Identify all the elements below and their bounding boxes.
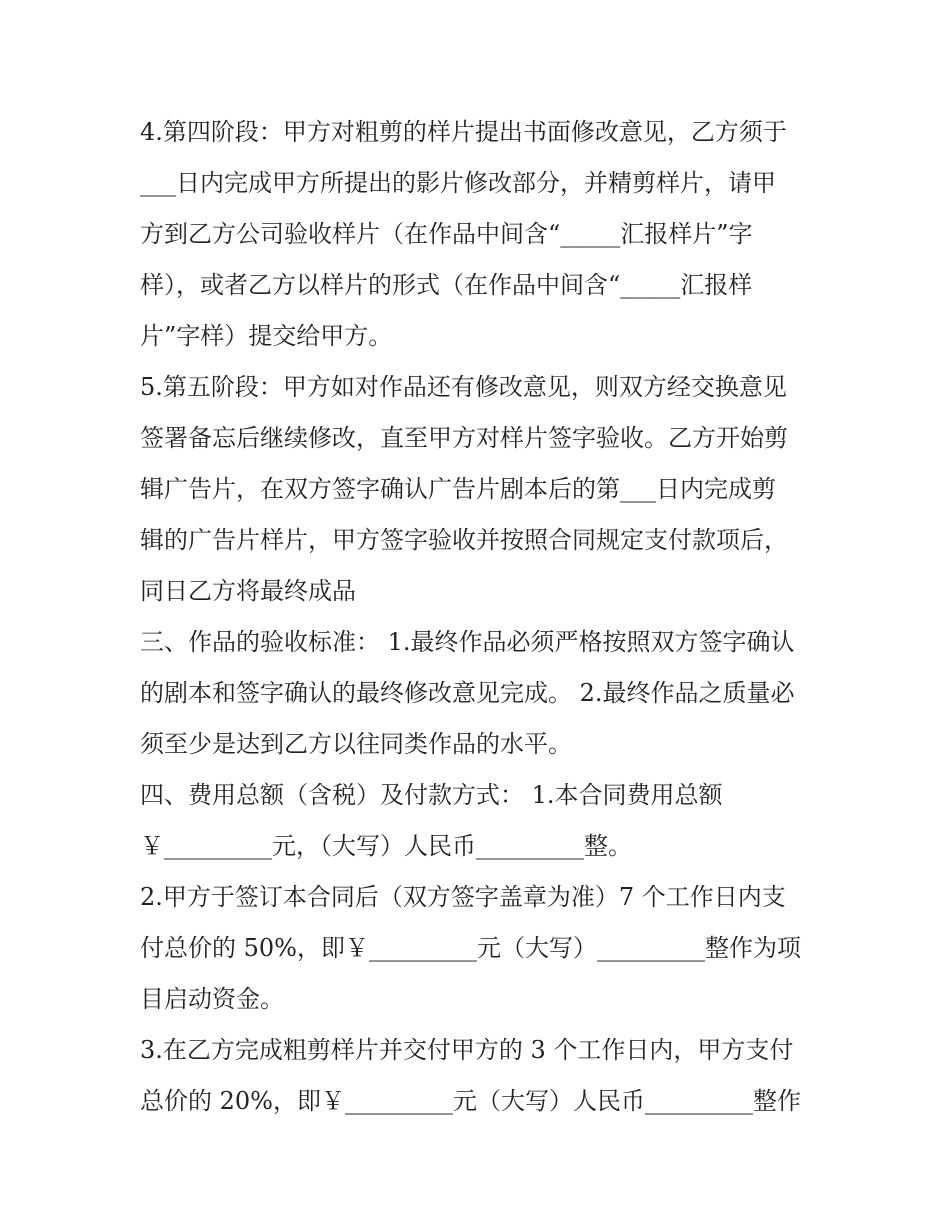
text-line: 四、费用总额（含税）及付款方式： 1.本合同费用总额 — [140, 781, 723, 809]
text-line: 4.第四阶段：甲方对粗剪的样片提出书面修改意见，乙方须于 — [140, 118, 787, 146]
contract-text — [140, 107, 830, 1127]
text-line: 5.第五阶段：甲方如对作品还有修改意见，则双方经交换意见 — [140, 373, 787, 401]
text-line: 目启动资金。 — [140, 985, 284, 1013]
text-line: 须至少是达到乙方以往同类作品的水平。 — [140, 730, 572, 758]
text-line: 同日乙方将最终成品 — [140, 577, 356, 605]
text-line: 方到乙方公司验收样片（在作品中间含“_____汇报样片”字 — [140, 220, 753, 248]
text-line: 3.在乙方完成粗剪样片并交付甲方的 3 个工作日内，甲方支付 — [140, 1036, 794, 1064]
text-line: ￥_________元，（大写）人民币_________整。 — [140, 832, 632, 860]
text-line: 辑的广告片样片，甲方签字验收并按照合同规定支付款项后， — [140, 526, 788, 554]
text-line: 2.甲方于签订本合同后（双方签字盖章为准）7 个工作日内支 — [140, 883, 786, 911]
text-line: 辑广告片，在双方签字确认广告片剧本后的第___日内完成剪 — [140, 475, 776, 503]
text-line: 总价的 20%，即￥_________元（大写）人民币_________整作 — [140, 1087, 801, 1115]
text-line: 样），或者乙方以样片的形式（在作品中间含“_____汇报样 — [140, 271, 753, 299]
text-line: 片”字样）提交给甲方。 — [140, 322, 393, 350]
text-line: 付总价的 50%，即￥_________元（大写）_________整作为项 — [140, 934, 801, 962]
text-line: ___日内完成甲方所提出的影片修改部分，并精剪样片，请甲 — [140, 169, 776, 197]
text-line: 签署备忘后继续修改，直至甲方对样片签字验收。乙方开始剪 — [140, 424, 788, 452]
text-line: 的剧本和签字确认的最终修改意见完成。 2.最终作品之质量必 — [140, 679, 795, 707]
text-line: 三、作品的验收标准： 1.最终作品必须严格按照双方签字确认 — [140, 628, 795, 656]
